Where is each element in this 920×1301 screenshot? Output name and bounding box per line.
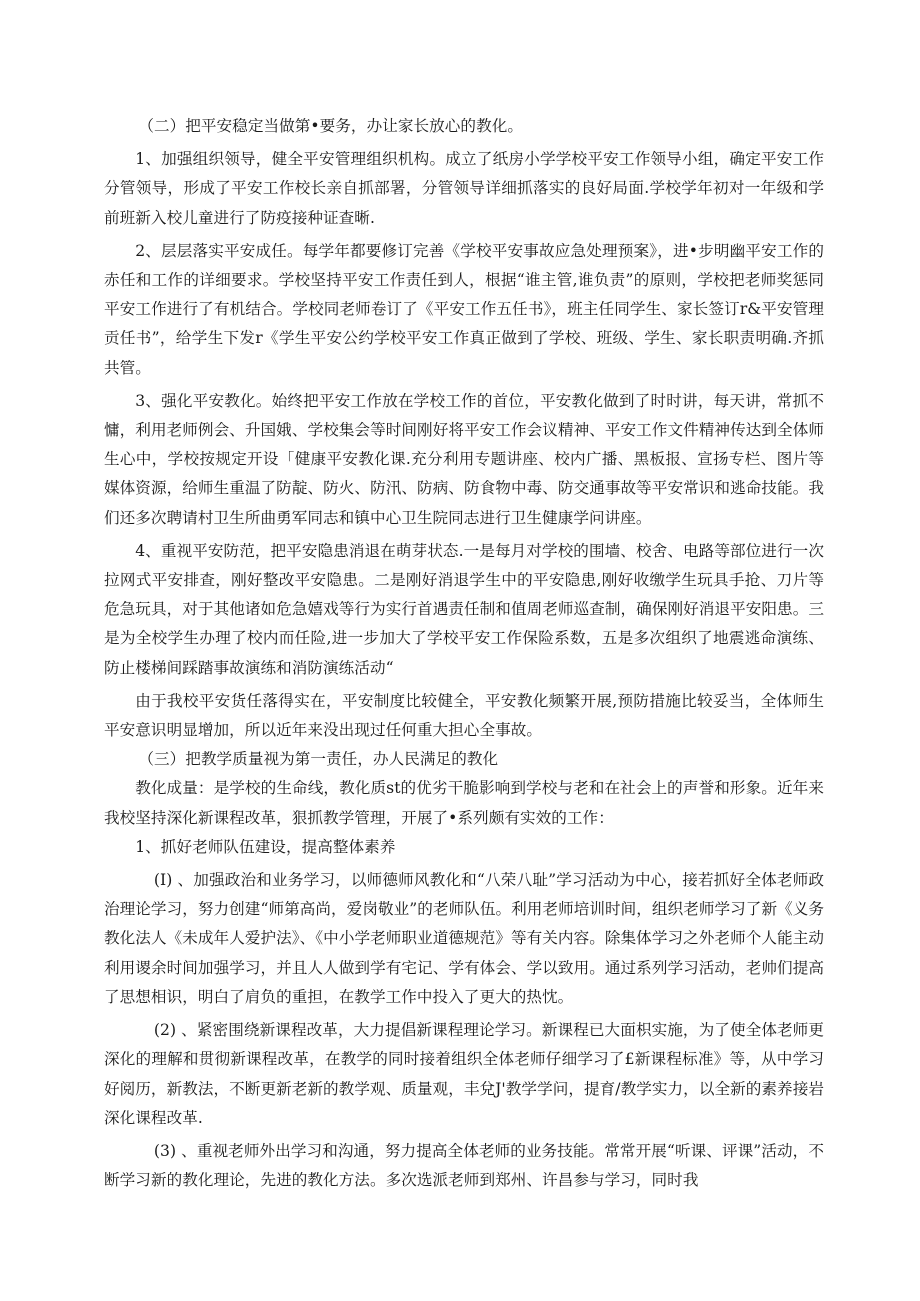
- paragraph-teaching-quality: 教化成量：是学校的生命线，教化质st的优劣干脆影响到学校与老和在社会上的声誉和形象。近年来我校坚持深化新课程改革，狠抓教学管理，开展了•系列颇有实效的工作：: [104, 779, 824, 827]
- document-body: [104, 112, 824, 1195]
- section-heading-two: （二）把平安稳定当做第•要务，办让家长放心的教化。: [138, 117, 524, 135]
- subheading-teacher-team: 1、抓好老师队伍建设，提高整体素养: [135, 837, 396, 856]
- paragraph-prevention: 4、重视平安防范，把平安隐患消退在萌芽状态.一是每月对学校的围墙、校舍、电路等部位进行一次拉网式平安排查，刚好整改平安隐患。二是刚好消退学生中的平安隐患,刚好收缴学生玩具手抢、刀片等危急玩具，对于其他诸如危急嬉戏等行为实行首遇责任制和值周老师巡查制，确保刚好消退平安阳患。三是为全校学生办理了校内而任险,进一步加大了学校平安工作保险系数，五是多次组织了地震逃命演练、防止楼梯间踩踏事故演练和消防演练活动“: [104, 541, 824, 677]
- paragraph-responsibility: 2、层层落实平安成任。每学年都要修订完善《学校平安事故应急处理预案》，进•步明幽平安工作的赤任和工作的详细要求。学校坚持平安工作责任到人，根据“谁主管,谁负责”的原则，学校把老师奖惩同平安工作进行了有机结合。学校同老师卷订了《平安工作五任书》，班主任同学生、家长签订r&平安管理贡任书”，给学生下发r《学生平安公约学校平安工作真正做到了学校、班级、学生、家长职责明确.齐抓共管。: [104, 241, 824, 377]
- paragraph-organization: 1、加强组织领导，健全平安管理组织机构。成立了纸房小学学校平安工作领导小组，确定平安工作分管领导，形成了平安工作校长亲自抓部署，分管领导详细抓落实的良好局面.学校学年初对一年级和学前班新入校儿童进行了防疫接种证查晰.: [104, 150, 824, 227]
- paragraph-item-1: (I) 、加强政治和业务学习，以师德师风教化和“八荣八耻”学习活动为中心，接若抓好全体老师政治理论学习，努力创建“师第高尚，爱岗敬业”的老师队伍。利用老师培训时间，组织老师学习了新《义务教化法人《未成年人爱护法》、《中小学老师职业道德规范》等有关内容。除集体学习之外老师个人能主动利用谡余时间加强学习，并且人人做到学有宅记、学有体会、学以致用。通过系列学习活动，老帅们提高了思想相识，明白了肩负的重担，在教学工作中投入了更大的热忱。: [104, 871, 825, 1006]
- paragraph-item-2: (2) 、紧密围绕新课程改革，大力提倡新课程理论学习。新课程已大面枳实施，为了使全体老师更深化的理解和贯彻新课程改革，在教学的同时接着组织全体老师仔细学习了£新课程标准》等，从中学习好阅历，新教法，不断更新老新的教学观、质量观，丰兌J'教学学问，提育/教学实力，以全新的素养接岩深化课程改革.: [104, 1021, 824, 1127]
- section-heading-three: （三）把教学质量视为第一责任，办人民满足的教化: [138, 750, 499, 769]
- paragraph-safety-education: 3、强化平安教化。始终把平安工作放在学校工作的首位，平安教化做到了时时讲，每天讲，常抓不慵，利用老师例会、升国娥、学校集会等时间刚好将平安工作会议精神、平安工作文件精神传达到全体师生心中，学校按规定开设「健康平安教化课.充分利用专题讲座、校内广播、黑板报、宣扬专栏、图片等媒体资源，给师生重温了防靛、防火、防汛、防病、防食物中毒、防交通事故等平安常识和逃命技能。我们还多次聘请村卫生所曲勇军同志和镇中心卫生院同志进行卫生健康学问讲座。: [104, 391, 824, 527]
- paragraph-summary: 由于我校平安货任落得实在，平安制度比较健全，平安教化频繁开展,预防措施比较妥当，全体师生平安意识明显增加，所以近年来没出现过任何重大担心全事故。: [104, 691, 824, 740]
- paragraph-item-3: (3) 、重视老师外出学习和沟通，努力提高全体老师的业务技能。常常开展“听课、评课”活动，不断学习新的教化理论，先进的教化方法。多次选派老师到郑州、许昌参与学习，同时我: [104, 1141, 824, 1190]
